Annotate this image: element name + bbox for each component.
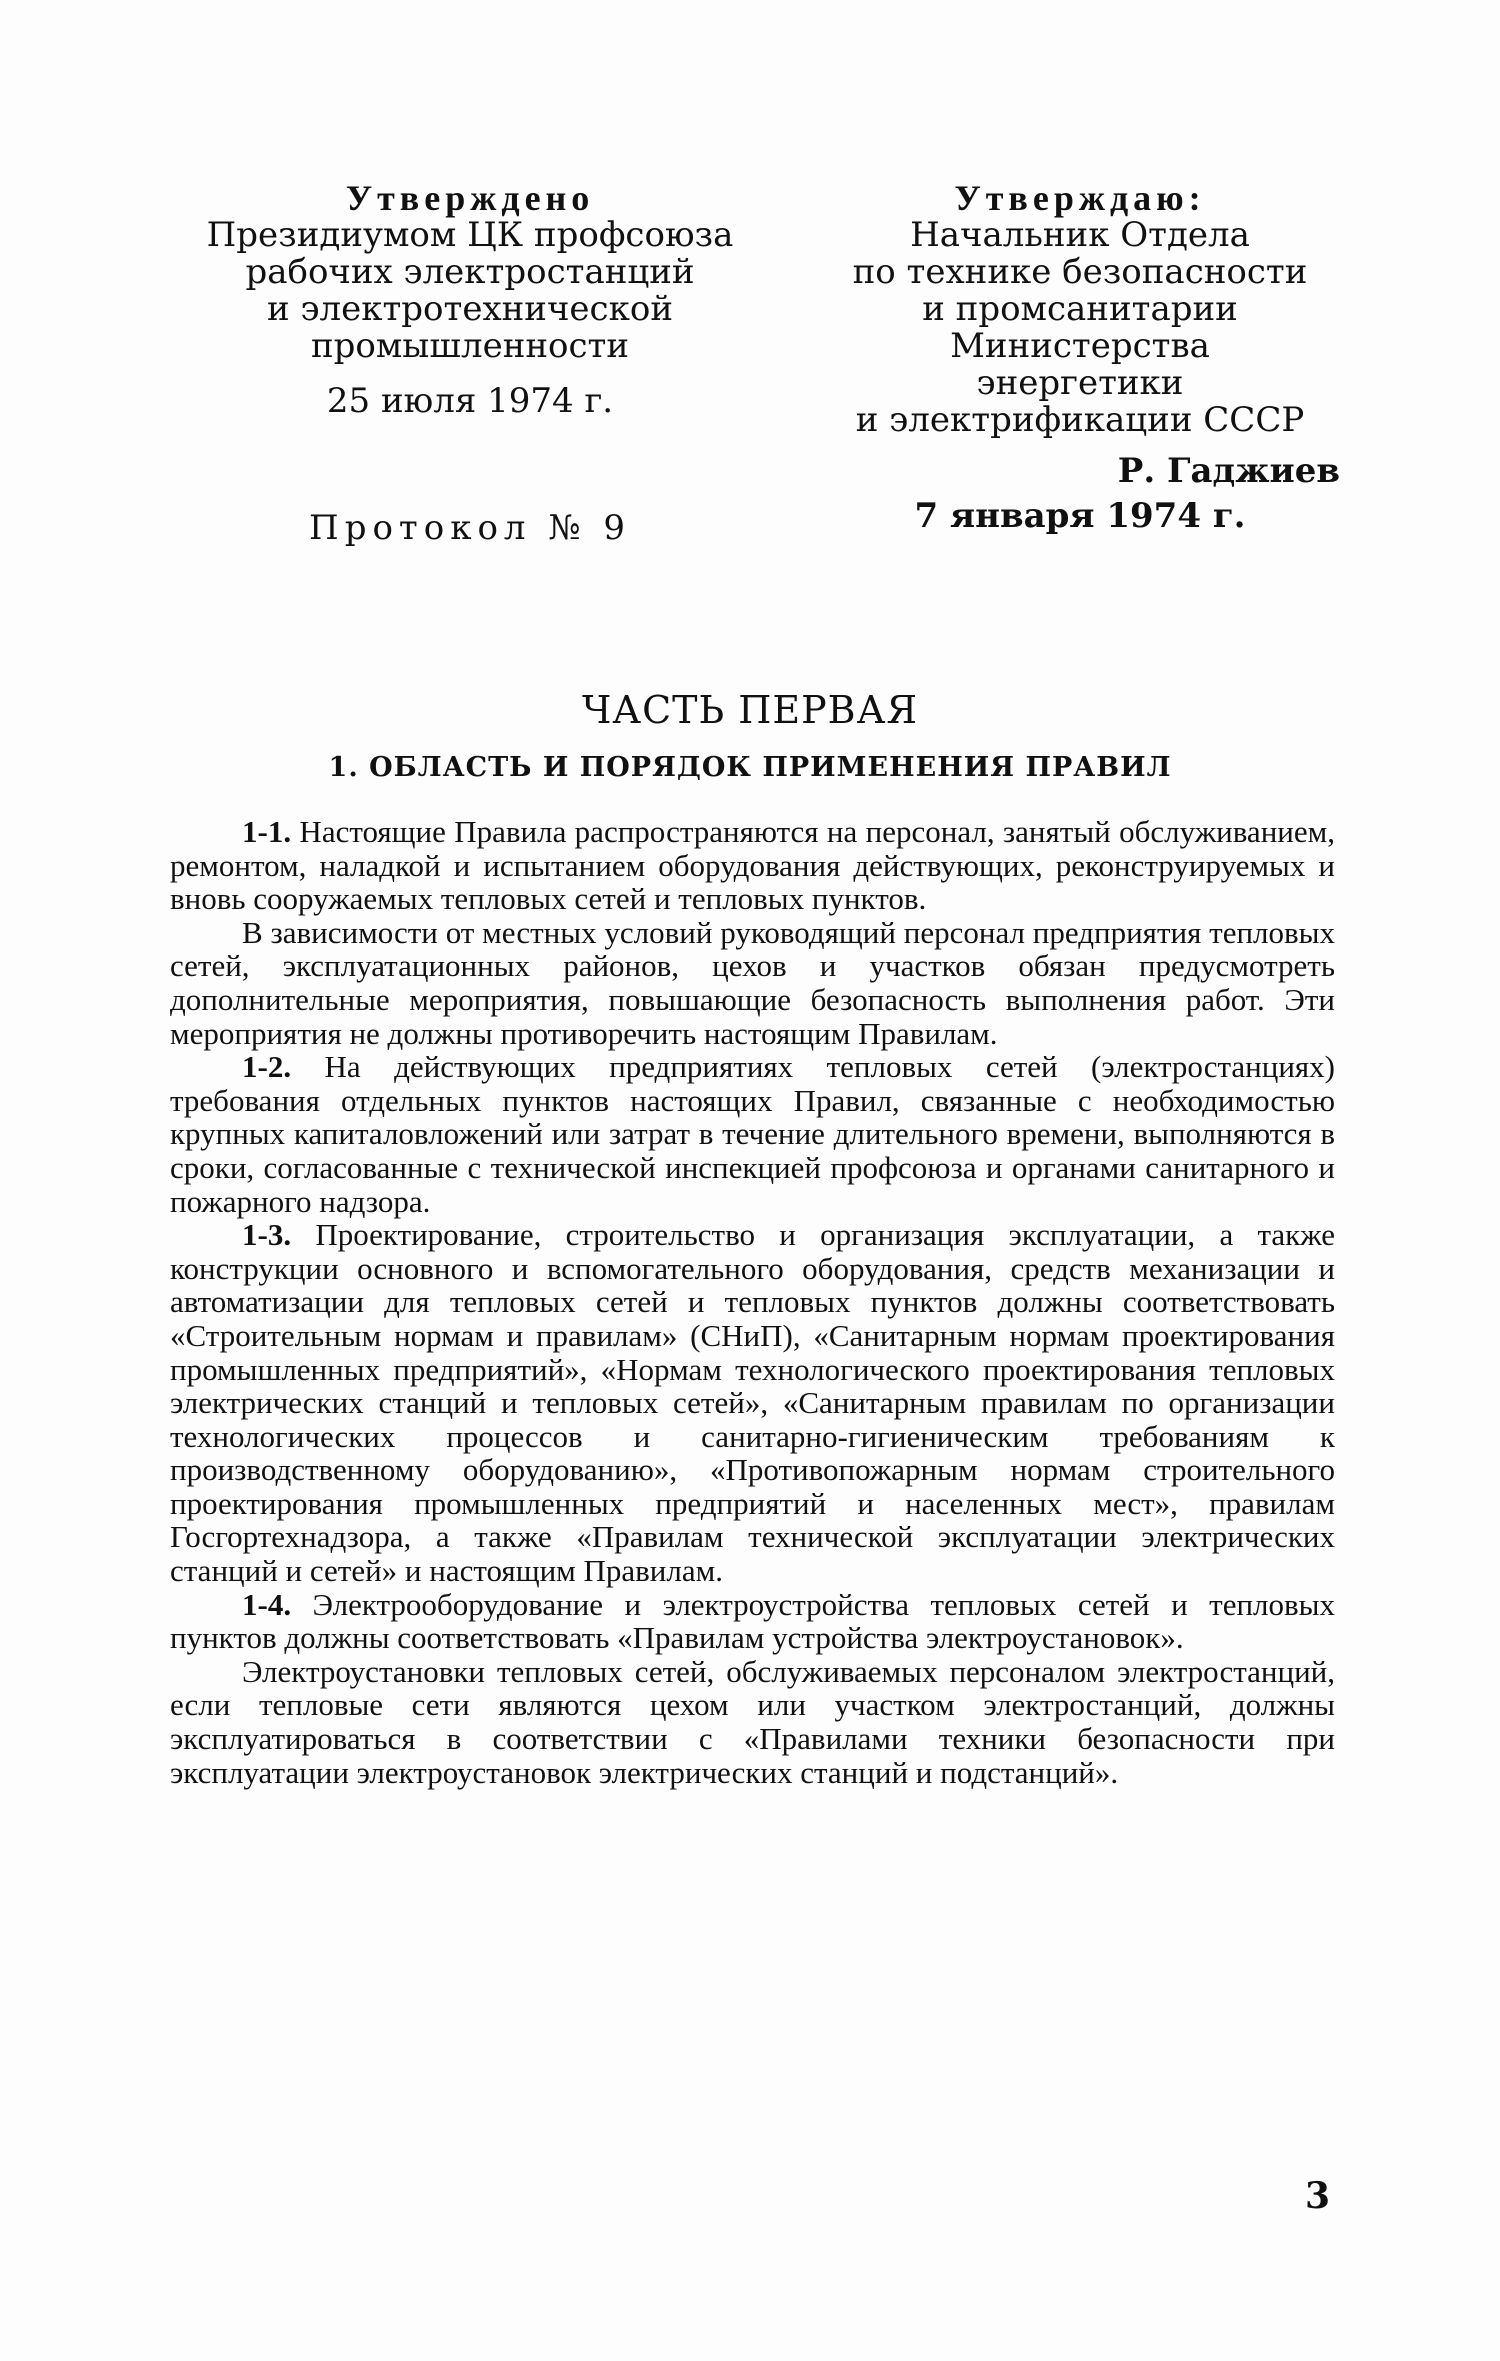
- approval-right-date: 7 января 1974 г.: [914, 496, 1246, 536]
- protocol-number: Протокол № 9: [309, 508, 631, 548]
- approval-right-line: и электрификации СССР: [855, 400, 1305, 440]
- approval-right-line: и промсанитарии: [922, 289, 1238, 329]
- paragraph: [170, 1050, 1335, 1218]
- approval-left-line: Президиумом ЦК профсоюза: [206, 215, 734, 255]
- paragraph: [170, 1588, 1335, 1655]
- paragraph: [170, 1655, 1335, 1789]
- approval-block-right: [820, 180, 1340, 535]
- clause-number: 1-1.: [242, 814, 292, 849]
- paragraph-text: Настоящие Правила распространяются на персонал, занятый обслуживанием, ремонтом, наладкой и испытанием оборудования действующих, реконструируемых и вновь сооружаемых тепловых сетей и тепловых пунктов.: [170, 814, 1335, 917]
- approval-right-line: Начальник Отдела: [910, 215, 1250, 255]
- approval-right-title: Утверждаю:: [954, 178, 1206, 218]
- paragraph: [170, 815, 1335, 916]
- page-number: 3: [1304, 2175, 1330, 2217]
- paragraph-text: Проектирование, строительство и организация эксплуатации, а также конструкции основного и вспомогательного оборудования, средств механизации и автоматизации для тепловых сетей и тепловых пунктов должны соответствовать «Строительным нормам и правилам» (СНиП), «Санитарным нормам проектирования промышленных предприятий», «Нормам технологического проектирования тепловых электрических станций и тепловых сетей», «Санитарным правилам по организации технологических процессов и санитарно-гигиеническим требованиям к производственному оборудованию», «Противопожарным нормам строительного проектирования промышленных предприятий и населенных мест», правилам Госгортехнадзора, а также «Правилам технической эксплуатации электрических станций и сетей» и настоящим Правилам.: [170, 1217, 1335, 1589]
- approval-left-date: 25 июля 1974 г.: [326, 381, 614, 421]
- approval-right-line: энергетики: [976, 363, 1184, 403]
- approval-left-line: рабочих электростанций: [245, 252, 695, 292]
- approval-right-line: по технике безопасности: [852, 252, 1308, 292]
- paragraph-text: Электроустановки тепловых сетей, обслуживаемых персоналом электростанций, если тепловые сети являются цехом или участком электростанций, должны эксплуатироваться в соответствии с «Правилами техники безопасности при эксплуатации электроустановок электрических станций и подстанций».: [170, 1653, 1335, 1790]
- paragraph: [170, 1218, 1335, 1588]
- approval-signer: Р. Гаджиев: [1117, 451, 1340, 491]
- clause-number: 1-4.: [242, 1586, 292, 1622]
- body-text: [170, 815, 1335, 1789]
- paragraph: [170, 916, 1335, 1050]
- section-title: 1. ОБЛАСТЬ И ПОРЯДОК ПРИМЕНЕНИЯ ПРАВИЛ: [328, 752, 1172, 783]
- clause-number: 1-3.: [242, 1217, 292, 1253]
- paragraph-text: В зависимости от местных условий руководящий персонал предприятия тепловых сетей, эксплуатационных районов, цехов и участков обязан предусмотреть дополнительные мероприятия, повышающие безопасность выполнения работ. Эти мероприятия не должны противоречить настоящим Правилам.: [170, 914, 1335, 1051]
- approval-right-line: Министерства: [950, 326, 1210, 366]
- approval-block-left: [180, 178, 760, 548]
- part-title: ЧАСТЬ ПЕРВАЯ: [581, 688, 919, 732]
- approval-left-line: и электротехнической: [267, 289, 673, 329]
- approval-left-line: промышленности: [310, 326, 630, 366]
- approval-left-title: Утверждено: [345, 178, 595, 218]
- clause-number: 1-2.: [242, 1049, 292, 1085]
- paragraph-text: Электрооборудование и электроустройства тепловых сетей и тепловых пунктов должны соответствовать «Правилам устройства электроустановок».: [170, 1586, 1335, 1656]
- paragraph-text: На действующих предприятиях тепловых сетей (электростанциях) требования отдельных пунктов настоящих Правил, связанные с необходимостью крупных капиталовложений или затрат в течение длительного времени, выполняются в сроки, согласованные с технической инспекцией профсоюза и органами санитарного и пожарного надзора.: [170, 1049, 1335, 1219]
